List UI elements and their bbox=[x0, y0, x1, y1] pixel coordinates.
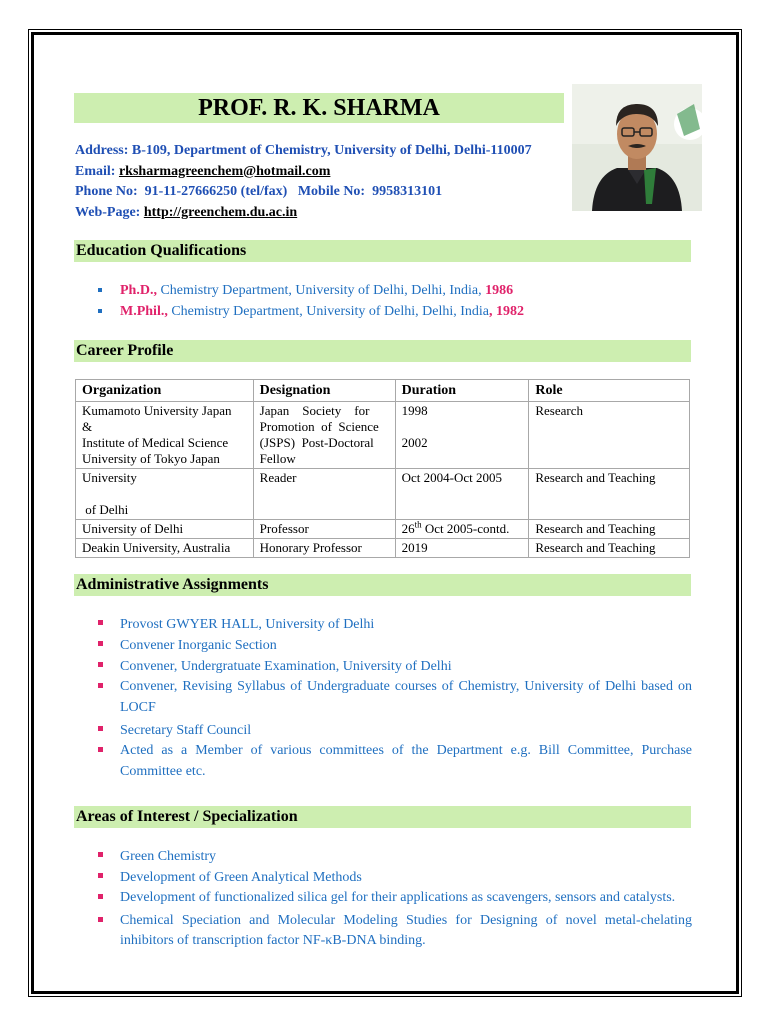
table-cell: Reader bbox=[253, 469, 395, 520]
column-header: Organization bbox=[76, 380, 254, 402]
table-cell bbox=[253, 402, 395, 469]
table-cell: Professor bbox=[253, 520, 395, 539]
email-label: Email: bbox=[75, 163, 116, 179]
table-row bbox=[76, 469, 690, 520]
table-row bbox=[76, 539, 690, 558]
list-item: Convener, Revising Syllabus of Undergraduate courses of Chemistry, University of Delhi based on LOCF bbox=[96, 677, 692, 718]
table-row bbox=[76, 402, 690, 469]
email-line bbox=[75, 162, 532, 183]
web-line bbox=[75, 203, 532, 224]
education-header bbox=[74, 240, 691, 262]
degree-detail: Chemistry Department, University of Delhi, Delhi, India, bbox=[156, 283, 486, 298]
table-cell: Research and Teaching bbox=[529, 539, 690, 558]
address-value: B-109, Department of Chemistry, University of Delhi, Delhi-110007 bbox=[131, 143, 532, 158]
table-cell bbox=[76, 402, 254, 469]
cell-line: (JSPS) Post-Doctoral bbox=[259, 435, 374, 450]
web-link[interactable]: http://greenchem.du.ac.in bbox=[143, 204, 298, 220]
table-cell: Research bbox=[529, 402, 690, 469]
page-title bbox=[74, 93, 564, 123]
list-item: Convener, Undergratuate Examination, University of Delhi bbox=[96, 656, 692, 677]
cell-line: Fellow bbox=[259, 451, 296, 466]
list-item: Green Chemistry bbox=[96, 846, 692, 867]
cell-line: Promotion of Science bbox=[259, 419, 379, 434]
degree-name: Ph.D., bbox=[120, 283, 157, 298]
table-cell: 2019 bbox=[395, 539, 529, 558]
degree-detail: Chemistry Department, University of Delhi, Delhi, India bbox=[167, 304, 489, 319]
list-item bbox=[96, 280, 692, 301]
cell-line: University bbox=[82, 470, 137, 485]
admin-title: Administrative Assignments bbox=[76, 576, 269, 593]
cell-line: Institute of Medical Science bbox=[82, 435, 229, 450]
ordinal-suffix: th bbox=[414, 519, 422, 530]
name-text: PROF. R. K. SHARMA bbox=[198, 95, 440, 121]
cell-line: of Delhi bbox=[82, 502, 129, 517]
cell-line: & bbox=[82, 419, 93, 434]
phone-line bbox=[75, 182, 532, 203]
phone-label: Phone No: bbox=[75, 184, 138, 199]
column-header: Designation bbox=[253, 380, 395, 402]
education-title: Education Qualifications bbox=[76, 242, 247, 259]
column-header: Duration bbox=[395, 380, 529, 402]
admin-header bbox=[74, 574, 691, 596]
table-header-row bbox=[76, 380, 690, 402]
table-row bbox=[76, 520, 690, 539]
phone-value: 91-11-27666250 (tel/fax) bbox=[144, 184, 288, 199]
web-label: Web-Page: bbox=[75, 204, 141, 220]
table-cell: University of Delhi bbox=[76, 520, 254, 539]
education-list bbox=[96, 280, 692, 322]
list-item: Acted as a Member of various committees of the Department e.g. Bill Committee, Purchase Committee etc. bbox=[96, 741, 692, 782]
career-table bbox=[75, 379, 690, 558]
duration-day: 26 bbox=[401, 521, 415, 536]
contact-block bbox=[75, 141, 532, 223]
cell-line: 1998 bbox=[401, 403, 428, 418]
table-cell: Research and Teaching bbox=[529, 469, 690, 520]
email-link[interactable]: rksharmagreenchem@hotmail.com bbox=[118, 163, 331, 179]
mobile-label: Mobile No: bbox=[297, 184, 366, 199]
table-cell bbox=[76, 469, 254, 520]
cell-line: 2002 bbox=[401, 435, 428, 450]
list-item: Chemical Speciation and Molecular Modeling Studies for Designing of novel metal-chelating inhibitors of transcription factor NF-κB-DNA binding. bbox=[96, 911, 692, 952]
table-cell: Oct 2004-Oct 2005 bbox=[395, 469, 529, 520]
profile-photo bbox=[572, 84, 702, 211]
list-item: M.Phil., Chemistry Department, University of Delhi, Delhi, India, 1982 bbox=[96, 301, 692, 322]
table-cell: Deakin University, Australia bbox=[76, 539, 254, 558]
degree-year: 1982 bbox=[496, 304, 524, 319]
cell-line: Japan Society for bbox=[259, 403, 370, 418]
career-title: Career Profile bbox=[76, 342, 174, 359]
duration-rest: Oct 2005-contd. bbox=[421, 521, 510, 536]
interest-list bbox=[96, 846, 692, 954]
admin-list bbox=[96, 614, 692, 784]
table-cell bbox=[395, 402, 529, 469]
mobile-value: 9958313101 bbox=[372, 184, 443, 199]
address-line bbox=[75, 141, 532, 162]
cell-line: Kumamoto University Japan bbox=[82, 403, 232, 418]
interest-header bbox=[74, 806, 691, 828]
list-item: Secretary Staff Council bbox=[96, 720, 692, 741]
table-cell bbox=[395, 520, 529, 539]
list-item: Convener Inorganic Section bbox=[96, 635, 692, 656]
degree-name: M.Phil., bbox=[120, 304, 168, 319]
portrait-image bbox=[572, 84, 702, 211]
list-item: Development of functionalized silica gel for their applications as scavengers, sensors and catalysts. bbox=[96, 888, 692, 909]
cell-line: University of Tokyo Japan bbox=[82, 451, 220, 466]
address-label: Address: bbox=[75, 143, 129, 158]
column-header: Role bbox=[529, 380, 690, 402]
table-cell: Research and Teaching bbox=[529, 520, 690, 539]
cell-spacer bbox=[402, 419, 523, 435]
career-header bbox=[74, 340, 691, 362]
cell-spacer bbox=[82, 486, 247, 502]
interest-title: Areas of Interest / Specialization bbox=[76, 808, 298, 825]
list-item: Development of Green Analytical Methods bbox=[96, 867, 692, 888]
table-cell: Honorary Professor bbox=[253, 539, 395, 558]
degree-year: 1986 bbox=[485, 283, 514, 298]
list-item: Provost GWYER HALL, University of Delhi bbox=[96, 614, 692, 635]
